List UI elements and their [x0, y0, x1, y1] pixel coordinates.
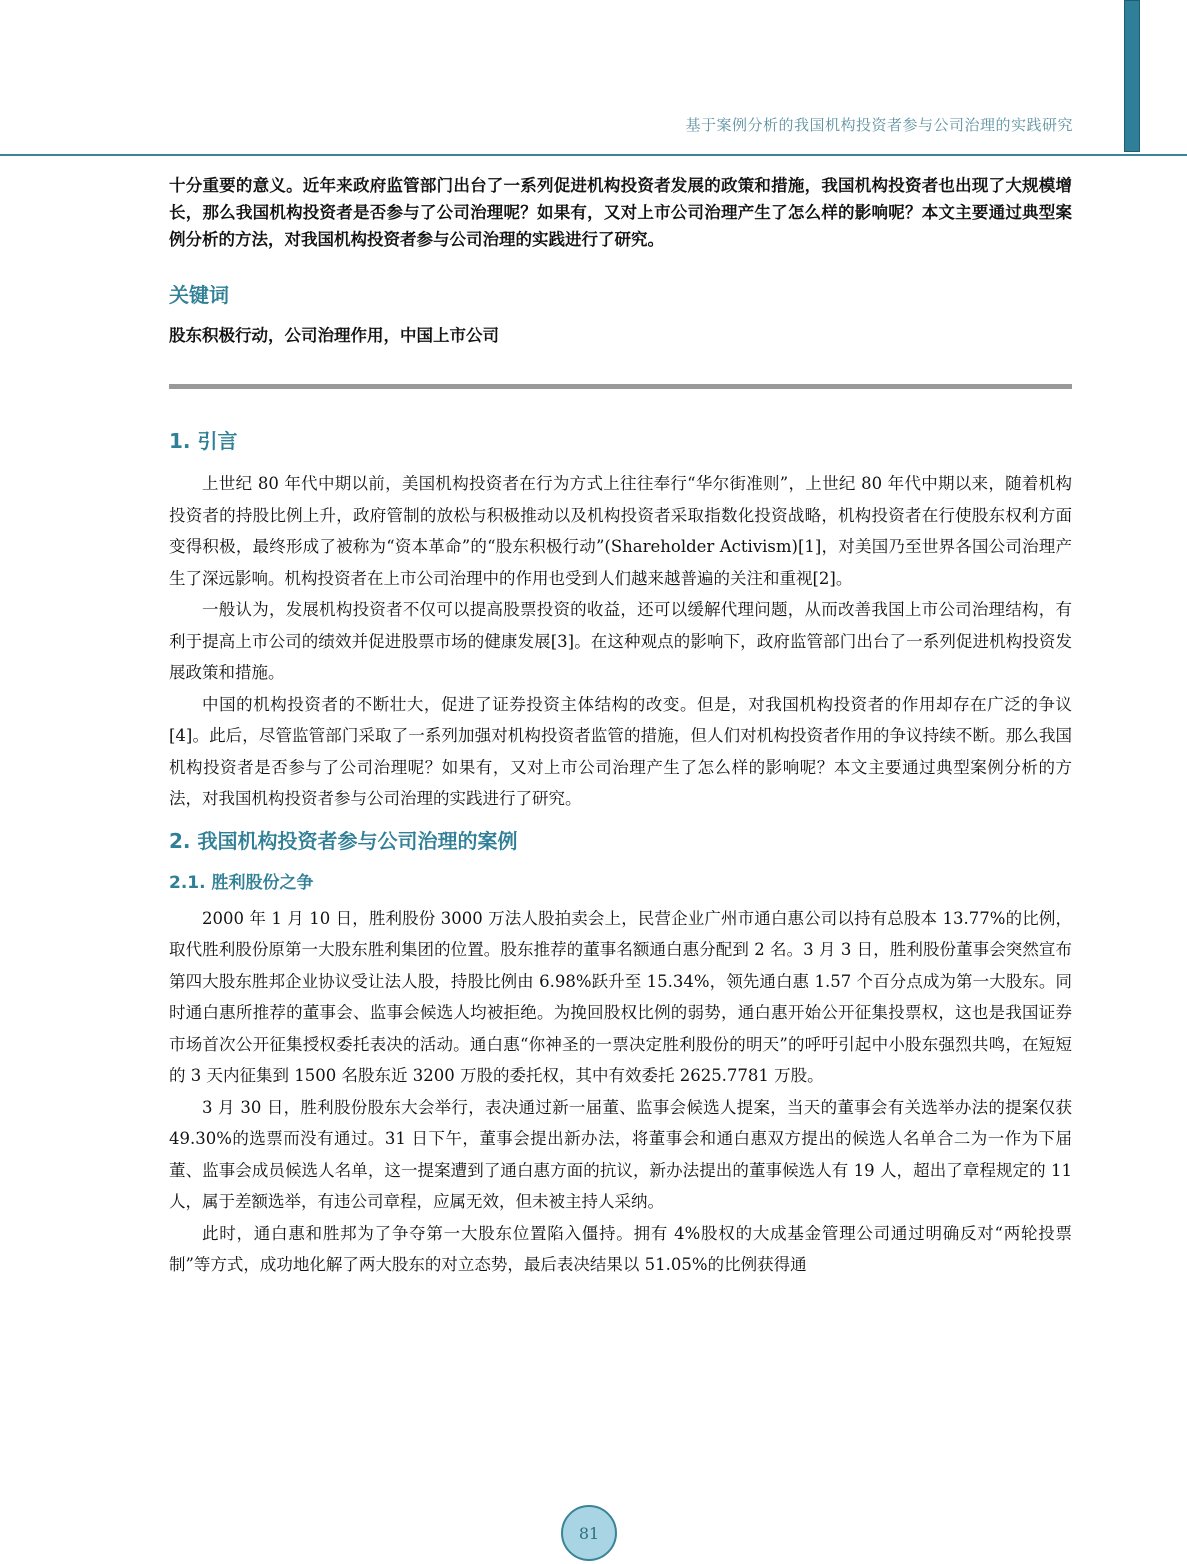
header-rule [0, 154, 1187, 156]
section-1-heading: 1. 引言 [169, 429, 238, 453]
paragraph: 此时，通白惠和胜邦为了争夺第一大股东位置陷入僵持。拥有 4%股权的大成基金管理公司通过明确反对“两轮投票制”等方式，成功地化解了两大股东的对立态势，最后表决结果以 51.05%的比例获得通 [169, 1223, 1072, 1274]
keywords-text: 股东积极行动，公司治理作用，中国上市公司 [169, 326, 499, 345]
page-number-badge [561, 1505, 617, 1561]
running-title: 基于案例分析的我国机构投资者参与公司治理的实践研究 [685, 116, 1073, 134]
side-accent-bar [1124, 0, 1140, 152]
paragraph: 2000 年 1 月 10 日，胜利股份 3000 万法人股拍卖会上，民营企业广州市通白惠公司以持有总股本 13.77%的比例，取代胜利股份原第一大股东胜利集团的位置。股东推荐的董事名额通白惠分配到 2 名。3 月 3 日，胜利股份董事会突然宣布第四大股东胜邦企业协议受让法人股，持股比例由 6.98%跃升至 15.34%，领先通白惠 1.57 个百分点成为第一大股东。同时通白惠所推荐的董事会、监事会候选人均被拒绝。为挽回股权比例的弱势，通白惠开始公开征集投票权，这也是我国证券市场首次公开征集授权委托表决的活动。通白惠“你神圣的一票决定胜利股份的明天”的呼吁引起中小股东强烈共鸣，在短短的 3 天内征集到 1500 名股东近 3200 万股的委托权，其中有效委托 2625.7781 万股。 [169, 908, 1072, 1085]
paragraph: 上世纪 80 年代中期以前，美国机构投资者在行为方式上往往奉行“华尔街准则”，上世纪 80 年代中期以来，随着机构投资者的持股比例上升，政府管制的放松与积极推动以及机构投资者采取指数化投资战略，机构投资者在行使股东权利方面变得积极，最终形成了被称为“资本革命”的“股东积极行动”(Shareholder Activism)[1]，对美国乃至世界各国公司治理产生了深远影响。机构投资者在上市公司治理中的作用也受到人们越来越普遍的关注和重视[2]。 [169, 474, 1072, 588]
paragraph: 中国的机构投资者的不断壮大，促进了证券投资主体结构的改变。但是，对我国机构投资者的作用却存在广泛的争议[4]。此后，尽管监管部门采取了一系列加强对机构投资者监管的措施，但人们对机构投资者作用的争议持续不断。那么我国机构投资者是否参与了公司治理呢？如果有，又对上市公司治理产生了怎么样的影响呢？本文主要通过典型案例分析的方法，对我国机构投资者参与公司治理的实践进行了研究。 [169, 694, 1072, 808]
section-2-heading: 2. 我国机构投资者参与公司治理的案例 [169, 828, 518, 853]
page-number: 81 [578, 1523, 600, 1543]
page-content [169, 172, 1072, 1281]
section-divider [169, 384, 1072, 389]
subsection-2-1-heading: 2.1. 胜利股份之争 [169, 872, 314, 893]
keywords-title: 关键词 [169, 283, 229, 307]
paragraph: 3 月 30 日，胜利股份股东大会举行，表决通过新一届董、监事会候选人提案，当天的董事会有关选举办法的提案仅获 49.30%的选票而没有通过。31 日下午，董事会提出新办法，将董事会和通白惠双方提出的候选人名单合二为一作为下届董、监事会成员候选人名单，这一提案遭到了通白惠方面的抗议，新办法提出的董事候选人有 19 人，超出了章程规定的 11 人，属于差额选举，有违公司章程，应属无效，但未被主持人采纳。 [169, 1097, 1072, 1211]
abstract-text: 十分重要的意义。近年来政府监管部门出台了一系列促进机构投资者发展的政策和措施，我国机构投资者也出现了大规模增长，那么我国机构投资者是否参与了公司治理呢？如果有，又对上市公司治理产生了怎么样的影响呢？本文主要通过典型案例分析的方法，对我国机构投资者参与公司治理的实践进行了研究。 [169, 176, 1072, 249]
paragraph: 一般认为，发展机构投资者不仅可以提高股票投资的收益，还可以缓解代理问题，从而改善我国上市公司治理结构，有利于提高上市公司的绩效并促进股票市场的健康发展[3]。在这种观点的影响下，政府监管部门出台了一系列促进机构投资发展政策和措施。 [169, 600, 1072, 682]
